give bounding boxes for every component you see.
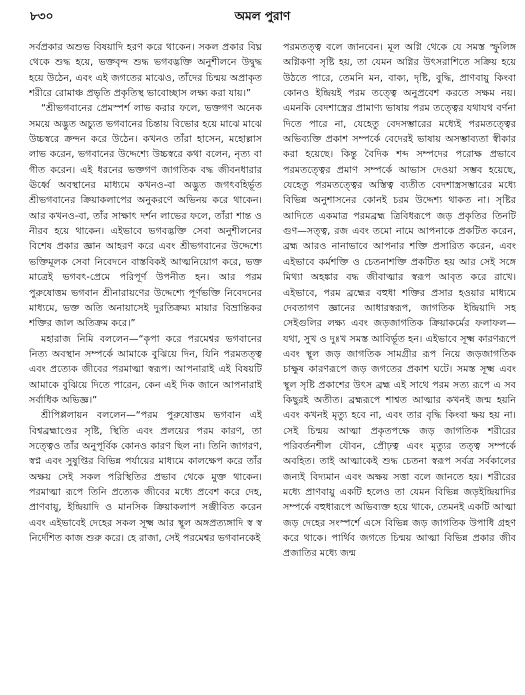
page-header: [0, 6, 525, 28]
paragraph: “শ্রীভগবানের প্রেমস্পর্শ লাভ করার ফলে, ভক্তগণ অনেক সময়ে অদ্ভুত অচ্যুত ভগবানের চিন্তায় বিভোর হয়ে মাঝে মাঝে উচ্চস্বরে ক্রন্দন করে উঠেন। কখনও তাঁরা হাসেন, মহোল্লাস লাভ করেন, ভগবানের উদ্দেশ্যে উচ্চস্বরে কথা বলেন, নৃত্য বা গীত করেন। এই ধরনের ভক্তগণ জাগতিক বদ্ধ জীবনধারার ঊর্ধ্বে অবস্থানের মাধ্যমে কখনও-বা অদ্ভুত জগৎবহির্ভূত শ্রীভগবানের ক্রিয়াকলাপের অনুকরণে অভিনয় করে থাকেন। আর কখনও-বা, তাঁর সাক্ষাৎ দর্শন লাভের ফলে, তাঁরা শান্ত ও নীরব হয়ে থাকেন। এইভাবে ভগবদ্ভক্তি সেবা অনুশীলনের বিশেষ প্রকার জ্ঞান আহরণ করে এবং শ্রীভগবানের উদ্দেশ্যে ভক্তিমূলক সেবা নিবেদনে বাস্তবিকই আত্মনিয়োগ করে, ভক্ত মাত্রেই ভগবৎ-প্রেমে পরিপূর্ণ উপনীত হন। আর পরম পুরুষোত্তম ভগবান শ্রীনারায়ণের উদ্দেশ্যে পূর্ণভক্তি নিবেদনের মাধ্যমে, ভক্ত অতি অনায়াসেই দুরতিক্রম্য মায়ার বিভ্রান্তিকর শক্তির জাল অতিক্রম করে।”: [29, 103, 262, 330]
left-column: [29, 40, 262, 690]
paragraph: পরমতত্ত্ব বলে জানবেন। মূল অগ্নি থেকে যে সমস্ত স্ফুলিঙ্গ অগ্নিকণা সৃষ্টি হয়, তা যেমন অগ্নির উৎসরাশিতে সক্রিয় হয়ে উঠতে পারে, তেমনি মন, বাক্য, দৃষ্টি, বুদ্ধি, প্রাণবায়ু কিংবা কোনও ইন্দ্রিয়ই পরম তত্ত্বে অনুপ্রবেশ করতে সক্ষম নয়। এমনকি বেদশাস্ত্রের প্রামাণ্য ভাষায় পরম তত্ত্বের যথাযথ বর্ণনা দিতে পারে না, যেহেতু বেদসম্ভারের মধ্যেই পরমতত্ত্বের অভিব্যক্তি প্রকাশ সম্পর্কে বেদেরই ভাষায় অসম্ভাব্যতা স্বীকার করা হয়েছে। কিন্তু বৈদিক শব্দ সম্পদের পরোক্ষ প্রভাবে পরমতত্ত্বের প্রমাণ সম্পর্কে আভাস দেওয়া সম্ভব হয়েছে, যেহেতু পরমতত্ত্বের অস্তিত্ব ব্যতীত বেদশাস্ত্রসম্ভারের মধ্যে বিভিন্ন অনুশাসনের কোনই চরম উদ্দেশ্য থাকত না। সৃষ্টির আদিতে একমাত্র পরমব্রহ্ম ত্রিবিধরূপে জড় প্রকৃতির তিনটি গুণ—সত্ত্ব, রজ এবং তমো নামে আপনাকে প্রকটিত করেন, ব্রহ্ম আরও নানাভাবে আপনার শক্তি প্রসারিত করেন, এবং এইভাবে কর্মশক্তি ও চেতনাশক্তি প্রকটিত হয় আর সেই সঙ্গে মিথ্যা অহঙ্কার বদ্ধ জীবাত্মার স্বরূপ আবৃত করে রাখে। এইভাবে, পরম ব্রহ্মের বহুধা শক্তির প্রসার হওয়ার মাধ্যমে দেবতাগণ জ্ঞানের আধারস্বরূপ, জাগতিক ইন্দ্রিয়াদি সহ সেইগুলির লক্ষ্য এবং জড়জাগতিক ক্রিয়াকর্মের ফলাফল—যথা, সুখ ও দুঃখ সমস্ত আবির্ভূত হন। এইভাবে সূক্ষ্ম কারণরূপে এবং স্থূল জড় জাগতিক সামগ্রীর রূপ নিয়ে জড়জাগতিক চাক্ষুষ কারণরূপে জড় জগতের প্রকাশ ঘটে। সমস্ত সূক্ষ্ম এবং স্থূল সৃষ্টি প্রকাশের উৎস ব্রহ্ম এই সাথে পরম সত্য রূপে এ সব কিছুরই অতীত। ব্রহ্মরূপে শাশ্বত আত্মার কখনই জন্ম হয়নি এবং কখনই মৃত্যু হবে না, এবং তার বৃদ্ধি কিংবা ক্ষয় হয় না। সেই চিন্ময় আত্মা প্রকৃতপক্ষে জড় জাগতিক শরীরের পরিবর্তনশীল যৌবন, প্রৌঢ়ত্ব এবং মৃত্যুর তত্ত্ব সম্পর্কে অবহিত। তাই আত্মাকেই শুদ্ধ চেতনা স্বরূপ সর্বত্র সর্বকালের জন্যই বিদ্যমান এবং অক্ষয় সত্তা বলে জানতে হয়। শরীরের মধ্যে প্রাণবায়ু একটি হলেও তা যেমন বিভিন্ন জড়ইন্দ্রিয়াদির সম্পর্কে বহুধারূপে অভিব্যক্ত হয়ে থাকে, তেমনই একটি আত্মা জড় দেহের সংস্পর্শে এসে বিভিন্ন জড় জাগতিক উপাধি গ্রহণ করে থাকে। পার্থিব জগতে চিন্ময় আত্মা বিভিন্ন প্রকার জীব প্রজাতির মধ্যে জন্ম: [283, 42, 516, 560]
running-title: অমল পুরাণ: [234, 9, 291, 23]
page-number: ৮৩০: [30, 9, 54, 23]
paragraph: সর্বপ্রকার অশুভ বিষয়াদি হরণ করে থাকেন। সকল প্রকার বিঘ্ন থেকে শুদ্ধ হয়ে, ভক্তবৃন্দ শুদ্ধ ভগবদ্ভক্তি অনুশীলনে উদ্বুদ্ধ হয়ে উঠেন, এবং এই জগতের মাঝেও, তাঁদের চিন্ময় অপ্রাকৃত শরীরে রোমাঞ্চ প্রভৃতি প্রকৃতিস্থ ভাবোচ্ছাস লক্ষ্য করা যায়।”: [29, 42, 262, 100]
paragraph: মহারাজ নিমি বললেন—“কৃপা করে পরমেশ্বর ভগবানের নিত্য অবস্থান সম্পর্কে আমাকে বুঝিয়ে দিন, যিনি পরমতত্ত্ব এবং প্রত্যেক জীবের পরমাত্মা স্বরূপ। আপনারাই এই বিষয়টি আমাকে বুঝিয়ে দিতে পারেন, কেন এই দিক জানে আপনারাই সর্বাধিক অভিজ্ঞ।”: [29, 333, 262, 406]
right-column: [283, 40, 516, 690]
paragraph: শ্রীপিপ্পলায়ন বললেন—“পরম পুরুষোত্তম ভগবান এই বিশ্বব্রহ্মাণ্ডের সৃষ্টি, স্থিতি এবং প্রলয়ের পরম কারণ, তা সত্ত্বেও তাঁর অনুপূর্বিক কোনও কারণ ছিল না। তিনি জাগরণ, স্বপ্ন এবং সুষুপ্তির বিভিন্ন পর্যায়ের মাধ্যমে কালক্ষেপ করে তাঁর অক্ষয় সেই সকল পরিস্থিতির প্রভাব থেকে মুক্ত থাকেন। পরমাত্মা রূপে তিনি প্রত্যেক জীবের মধ্যে প্রবেশ করে দেহ, প্রাণবায়ু, ইন্দ্রিয়াদি ও মানসিক ক্রিয়াকলাপ সঞ্জীবিত করেন এবং এইভাবেই দেহের সকল সূক্ষ্ম আর স্থূল অঙ্গপ্রত্যঙ্গাদি স্ব স্ব নির্দেশিত কাজ শুরু করে। হে রাজা, সেই পরমেশ্বর ভগবানকেই: [29, 410, 262, 544]
